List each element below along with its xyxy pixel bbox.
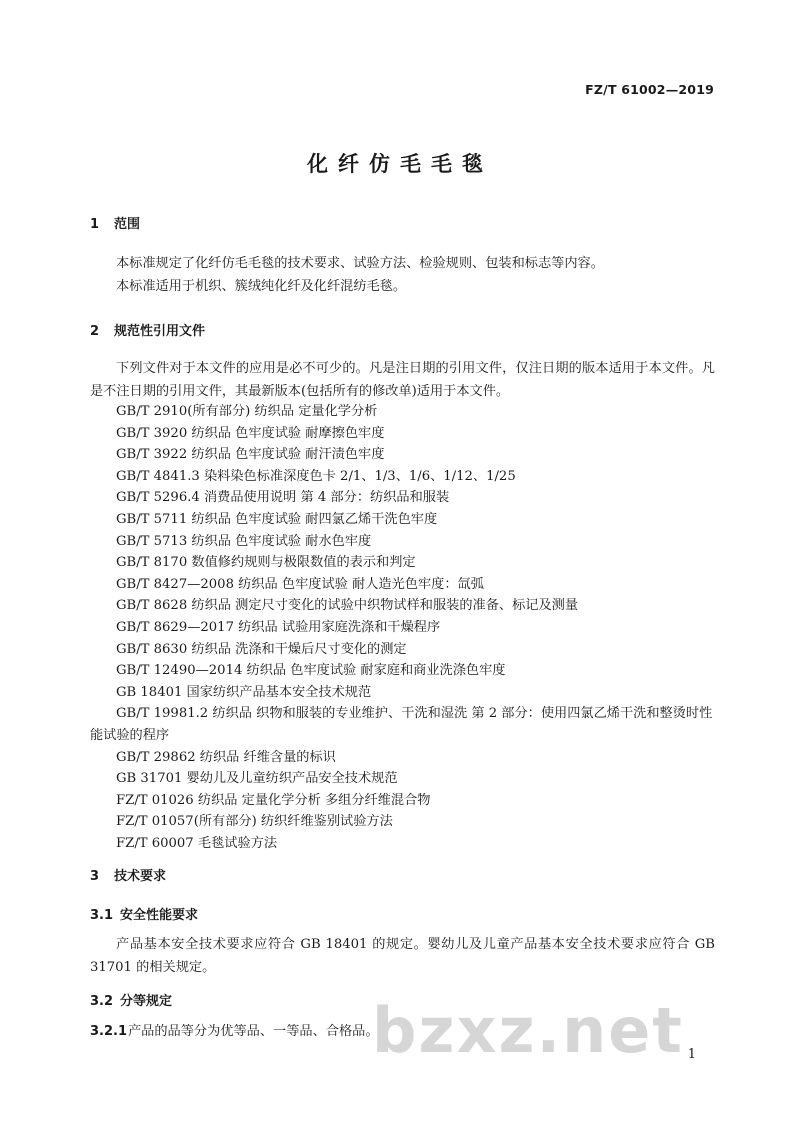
section-number: 3.1 xyxy=(90,908,114,923)
reference-item: GB 31701 婴幼儿及儿童纺织产品安全技术规范 xyxy=(116,771,398,787)
section-number: 1 xyxy=(90,217,100,232)
section-number: 2 xyxy=(90,324,100,339)
clause-number: 3.2.1 xyxy=(90,1024,128,1039)
section-3-heading xyxy=(90,865,166,884)
reference-item: GB/T 3922 纺织品 色牢度试验 耐汗渍色牢度 xyxy=(116,447,385,463)
section-3-1-heading xyxy=(90,904,198,923)
section-2-heading xyxy=(90,320,205,339)
reference-item: GB/T 5713 纺织品 色牢度试验 耐水色牢度 xyxy=(116,533,372,549)
scope-paragraph-2: 本标准适用于机织、簇绒纯化纤及化纤混纺毛毯。 xyxy=(116,279,407,294)
reference-item: GB/T 8630 纺织品 洗涤和干燥后尺寸变化的测定 xyxy=(116,641,407,657)
reference-item: GB/T 5296.4 消费品使用说明 第 4 部分：纺织品和服装 xyxy=(116,490,450,506)
reference-item: GB/T 8170 数值修约规则与极限数值的表示和判定 xyxy=(116,555,416,571)
section-title: 规范性引用文件 xyxy=(114,324,206,339)
reference-item: GB/T 8629—2017 纺织品 试验用家庭洗涤和干燥程序 xyxy=(116,619,441,635)
section-title: 技术要求 xyxy=(114,869,167,884)
safety-requirements-paragraph: 产品基本安全技术要求应符合 GB 18401 的规定。婴幼儿及儿童产品基本安全技术要求应符合 GB 31701 的相关规定。 xyxy=(90,937,715,975)
section-3-2-heading xyxy=(90,990,172,1009)
reference-item: FZ/T 01026 纺织品 定量化学分析 多组分纤维混合物 xyxy=(116,792,431,808)
scope-paragraph-1: 本标准规定了化纤仿毛毛毯的技术要求、试验方法、检验规则、包装和标志等内容。 xyxy=(116,256,604,271)
reference-item: GB/T 29862 纺织品 纤维含量的标识 xyxy=(116,749,336,765)
reference-item: GB 18401 国家纺织产品基本安全技术规范 xyxy=(116,684,372,700)
reference-item: GB/T 8427—2008 纺织品 色牢度试验 耐人造光色牢度：氙弧 xyxy=(116,576,484,592)
section-title: 分等规定 xyxy=(120,994,173,1009)
section-number: 3.2 xyxy=(90,994,114,1009)
reference-item: GB/T 4841.3 染料染色标准深度色卡 2/1、1/3、1/6、1/12、1/25 xyxy=(116,468,516,484)
clause-text: 产品的品等分为优等品、一等品、合格品。 xyxy=(128,1024,379,1039)
clause-3-2-1 xyxy=(90,1020,379,1039)
reference-item: GB/T 8628 纺织品 测定尺寸变化的试验中织物试样和服装的准备、标记及测量 xyxy=(116,598,579,614)
reference-item: GB/T 19981.2 纺织品 织物和服装的专业维护、干洗和湿洗 第 2 部分：使用四氯乙烯干洗和整烫时性能试验的程序 xyxy=(90,706,713,743)
page-number: 1 xyxy=(687,1047,696,1062)
reference-item: GB/T 3920 纺织品 色牢度试验 耐摩擦色牢度 xyxy=(116,425,385,441)
section-title: 范围 xyxy=(114,217,141,232)
section-1-heading xyxy=(90,213,140,232)
standard-code: FZ/T 61002—2019 xyxy=(585,82,714,97)
references-intro: 下列文件对于本文件的应用是必不可少的。凡是注日期的引用文件，仅注日期的版本适用于本文件。凡是不注日期的引用文件，其最新版本(包括所有的修改单)适用于本文件。 xyxy=(90,361,715,399)
section-title: 安全性能要求 xyxy=(120,908,199,923)
reference-item: GB/T 5711 纺织品 色牢度试验 耐四氯乙烯干洗色牢度 xyxy=(116,511,438,527)
reference-item: GB/T 2910(所有部分) 纺织品 定量化学分析 xyxy=(116,404,378,419)
document-title: 化纤仿毛毛毯 xyxy=(307,152,493,176)
reference-item: FZ/T 01057(所有部分) 纺织纤维鉴别试验方法 xyxy=(116,814,393,830)
reference-list xyxy=(90,401,718,854)
reference-item: GB/T 12490—2014 纺织品 色牢度试验 耐家庭和商业洗涤色牢度 xyxy=(116,663,506,679)
watermark: bzxz.net xyxy=(372,994,684,1067)
reference-item: FZ/T 60007 毛毯试验方法 xyxy=(116,835,278,851)
section-number: 3 xyxy=(90,869,100,884)
